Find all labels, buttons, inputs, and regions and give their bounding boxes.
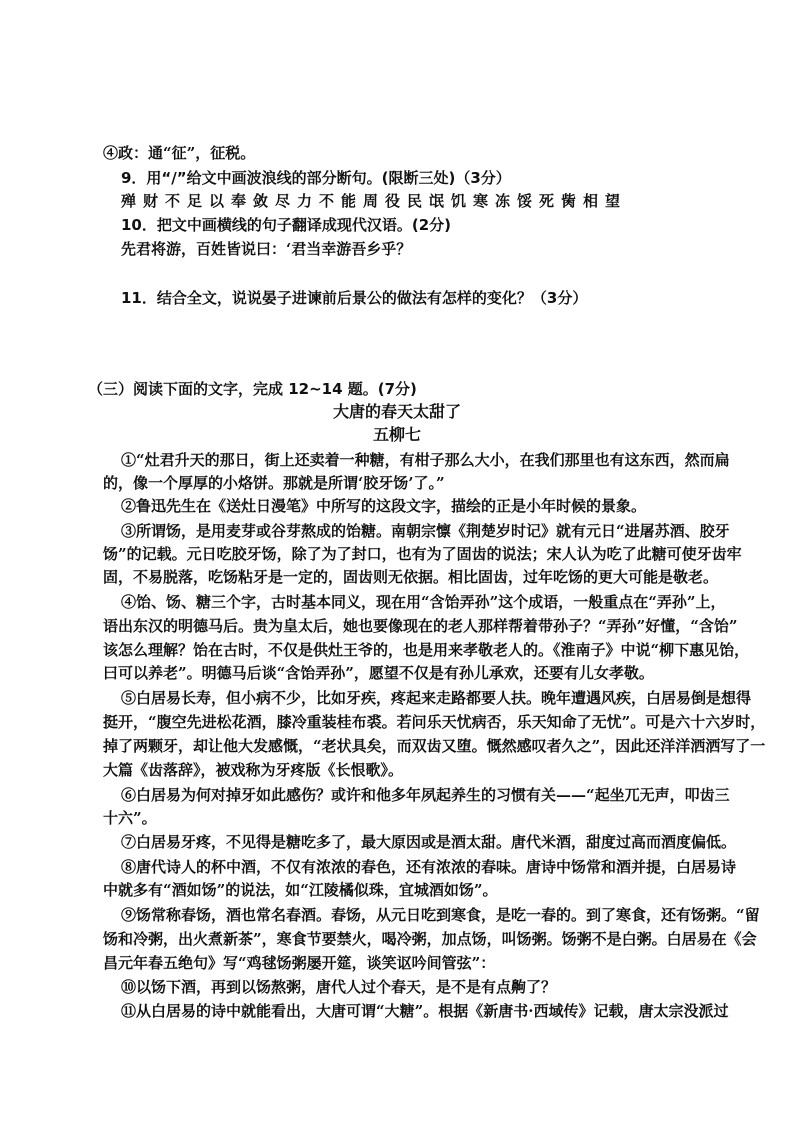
passage-line: ⑨饧常称春饧，酒也常名春酒。春饧，从元日吃到寒食，是吃一春的。到了寒食，还有饧粥。“留 [121,906,760,924]
question-9-prompt: 9．用“/”给文中画波浪线的部分断句。(限断三处)（3分） [121,169,511,187]
question-11-prompt: 11．结合全文，说说晏子进谏前后景公的做法有怎样的变化？（3分） [121,289,588,307]
passage-line: ⑥白居易为何对掉牙如此感伤？或许和他多年夙起养生的习惯有关——“起坐兀无声，叩齿三 [121,786,730,804]
passage-line: 曰可以养老”。明德马后谈“含饴弄孙”，愿望不仅是有孙儿承欢，还要有儿女孝敬。 [103,664,654,682]
footnote-line: ④政：通“征”，征税。 [103,144,256,162]
passage-line: 语出东汉的明德马后。贵为皇太后，她也要像现在的老人那样帮着带孙子？“弄孙”好懂，“含饴” [103,617,738,635]
passage-line: ⑤白居易长寿，但小病不少，比如牙疾，疼起来走路都要人扶。晚年遭遇风疾，白居易倒是想得 [121,689,752,707]
passage-line: 的，像一个厚厚的小烙饼。那就是所谓‘胶牙饧’了。” [103,474,445,492]
question-10-prompt: 10．把文中画横线的句子翻译成现代汉语。(2分) [121,216,452,234]
passage-line: 中就多有“酒如饧”的说法，如“江陵橘似珠，宜城酒如饧”。 [103,881,498,899]
passage-line: 大篇《齿落辞》，被戏称为牙疼版《长恨歌》。 [103,761,404,779]
passage-line: 饧”的记载。元日吃胶牙饧，除了为了封口，也有为了固齿的说法；宋人认为吃了此糖可使牙齿牢 [103,545,742,563]
passage-line: 昌元年春五绝句》写“鸡毬饧粥屡开筵，谈笑讴吟间管弦”： [103,954,496,972]
passage-line: 十六”。 [103,809,157,827]
passage-line: ④饴、饧、糖三个字，古时基本同义，现在用“含饴弄孙”这个成语，一般重点在“弄孙”上， [121,593,726,611]
passage-title: 大唐的春天太甜了 [332,402,461,421]
passage-line: 该怎么理解？饴在古时，不仅是供灶王爷的，也是用来孝敬老人的。《淮南子》中说“柳下惠见饴， [103,641,750,659]
question-10-text: 先君将游，百姓皆说曰：‘君当幸游吾乡乎？ [121,240,412,258]
passage-line: ⑦白居易牙疼，不见得是糖吃多了，最大原因或是酒太甜。唐代米酒，甜度过高而酒度偏低。 [121,833,737,851]
passage-line: 挺开，“腹空先进松花酒，膝冷重装桂布裘。若问乐天忧病否，乐天知命了无忧”。可是六十六岁时， [103,713,766,731]
passage-author: 五柳七 [372,425,421,444]
passage-line: ①“灶君升天的那日，街上还卖着一种糖，有柑子那么大小，在我们那里也有这东西，然而扁 [121,451,730,469]
section-heading: （三）阅读下面的文字，完成 12~14 题。(7分) [88,380,417,398]
passage-line: ⑧唐代诗人的杯中酒，不仅有浓浓的春色，还有浓浓的春味。唐诗中饧常和酒并提，白居易诗 [121,858,737,876]
passage-line: 掉了两颗牙，却让他大发感慨，“老状具矣，而双齿又堕。慨然感叹者久之”，因此还洋洋洒洒写了一 [103,737,766,755]
passage-line: ②鲁迅先生在《送灶日漫笔》中所写的这段文字，描绘的正是小年时候的景象。 [121,497,647,515]
passage-line: 饧和冷粥，出火煮新茶”，寒食节要禁火，喝冷粥，加点饧，叫饧粥。饧粥不是白粥。白居易在《会 [103,930,757,948]
passage-line: ⑪从白居易的诗中就能看出，大唐可谓“大糖”。根据《新唐书·西域传》记载，唐太宗没派过 [121,1002,729,1020]
passage-line: ③所谓饧，是用麦芽或谷芽熬成的饴糖。南朝宗懔《荆楚岁时记》就有元日“进屠苏酒、胶牙 [121,522,730,540]
passage-line: 固，不易脱落，吃饧粘牙是一定的，固齿则无依据。相比固齿，过年吃饧的更大可能是敬老。 [103,568,719,586]
passage-line: ⑩以饧下酒，再到以饧熬粥，唐代人过个春天，是不是有点齁了？ [121,978,557,996]
question-9-text: 殚财不足以奉敛尽力不能周役民氓饥寒冻馁死胔相望 [121,192,628,210]
